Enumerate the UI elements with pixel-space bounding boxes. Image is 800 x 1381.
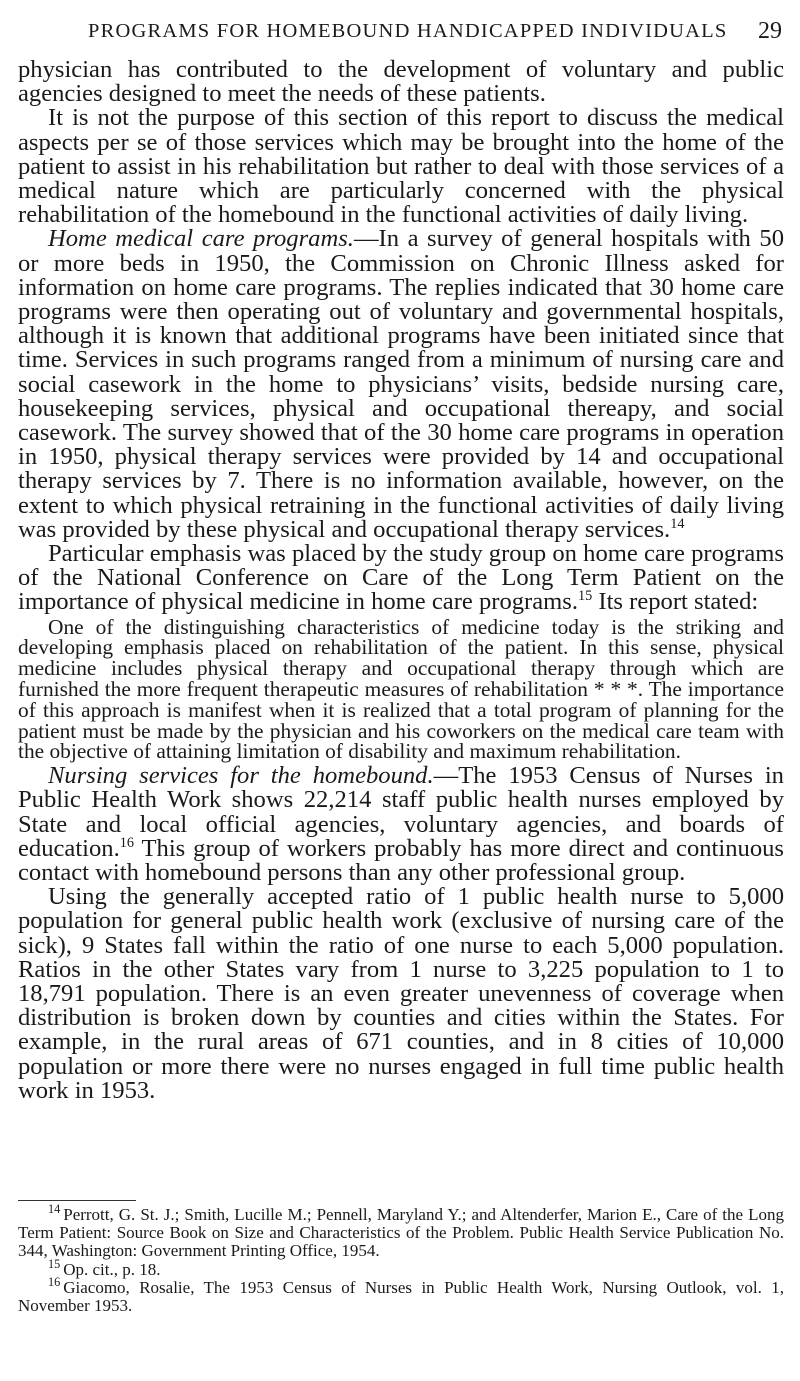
- footnote-ref-14: 14: [670, 515, 685, 532]
- paragraph-nursing-services: [18, 764, 784, 885]
- footnote-ref-16: 16: [119, 834, 134, 851]
- paragraph-text: —In a survey of general hospitals with 50 or more beds in 1950, the Commission on Chronic Illness asked for information on home care programs. The replies indicated that 30 home care programs were then operating out of voluntary and governmental hospitals, although it is known that additional programs have been initiated since that time. Services in such programs ranged from a minimum of nursing care and social casework in the home to physicians’ visits, bedside nursing care, housekeeping services, physical and occupational thereapy, and social casework. The survey showed that of the 30 home care programs in operation in 1950, physical therapy services were provided by 14 and occupational therapy services by 7. There is no information available, however, on the extent to which physical retraining in the functional activities of daily living was provided by these physical and occupational therapy services.: [18, 225, 784, 543]
- paragraph-text: Particular emphasis was placed by the study group on home care programs of the National Conference on Care of the Long Term Patient on the importance of physical medicine in home care programs.: [18, 540, 784, 616]
- footnote-text: Perrott, G. St. J.; Smith, Lucille M.; Pennell, Maryland Y.; and Altenderfer, Marion E., Care of the Long Term Patient: Source Book on Size and Characteristics of the Problem. Public Health Service Publication No. 344, Washington: Government Printing Office, 1954.: [18, 1205, 784, 1261]
- run-in-heading-home-medical-care: Home medical care programs.: [48, 225, 354, 253]
- paragraph-study-group: [18, 542, 784, 615]
- paragraph-text-tail: This group of workers probably has more direct and continuous contact with homebound persons than any other professional group.: [18, 834, 784, 887]
- run-in-heading-nursing-services: Nursing services for the homebound.: [48, 762, 434, 790]
- running-title: PROGRAMS FOR HOMEBOUND HANDICAPPED INDIVIDUALS: [88, 20, 728, 42]
- footnote: [18, 1275, 784, 1316]
- page-number: 29: [758, 18, 782, 44]
- paragraph-home-medical-care: [18, 227, 784, 542]
- footnote-mark: 14: [48, 1202, 61, 1217]
- footnote-divider: [18, 1200, 136, 1201]
- body-text: [18, 58, 784, 1103]
- footnotes: [18, 1202, 784, 1316]
- footnote-mark: 15: [48, 1256, 61, 1271]
- paragraph-text-tail: Its report stated:: [592, 588, 759, 616]
- footnote-mark: 16: [48, 1275, 61, 1290]
- paragraph-section-purpose: It is not the purpose of this section of this report to discuss the medical aspects per se of those services which may be brought into the home of the patient to assist in his rehabilitation but rather to deal with those services of a medical nature which are particularly concerned with the physical rehabilitation of the homebound in the functional activities of daily living.: [18, 104, 784, 229]
- footnote: [18, 1256, 784, 1279]
- paragraph-continuation: physician has contributed to the development of voluntary and public agencies designed to meet the needs of these patients.: [18, 56, 784, 108]
- paragraph-text: —The 1953 Census of Nurses in Public Health Work shows 22,214 staff public health nurses employed by State and local official agencies, voluntary agencies, and boards of education.: [18, 762, 784, 862]
- paragraph-nurse-ratio: Using the generally accepted ratio of 1 public health nurse to 5,000 population for general public health work (exclusive of nursing care of the sick), 9 States fall within the ratio of one nurse to each 5,000 population. Ratios in the other States vary from 1 nurse to 3,225 population to 1 to 18,791 population. There is an even greater unevenness of coverage when distribution is broken down by counties and cities within the States. For example, in the rural areas of 671 counties, and in 8 cities of 10,000 population or more there were no nurses engaged in full time public health work in 1953.: [18, 883, 784, 1104]
- footnote-text: Op. cit., p. 18.: [63, 1259, 161, 1279]
- footnote-ref-15: 15: [578, 588, 593, 605]
- footnote: [18, 1202, 784, 1261]
- block-quote: One of the distinguishing characteristics of medicine today is the striking and developing emphasis placed on rehabilitation of the patient. In this sense, physical medicine includes physical therapy and occupational therapy through which are furnished the more frequent therapeutic measures of rehabilitation * * *. The importance of this approach is manifest when it is realized that a total program of planning for the patient must be made by the physician and his coworkers on the medical care team with the objective of attaining limitation of disability and maximum rehabilitation.: [18, 614, 784, 764]
- running-head: [0, 20, 800, 54]
- footnote-text: Giacomo, Rosalie, The 1953 Census of Nurses in Public Health Work, Nursing Outlook, vol. 1, November 1953.: [18, 1277, 784, 1316]
